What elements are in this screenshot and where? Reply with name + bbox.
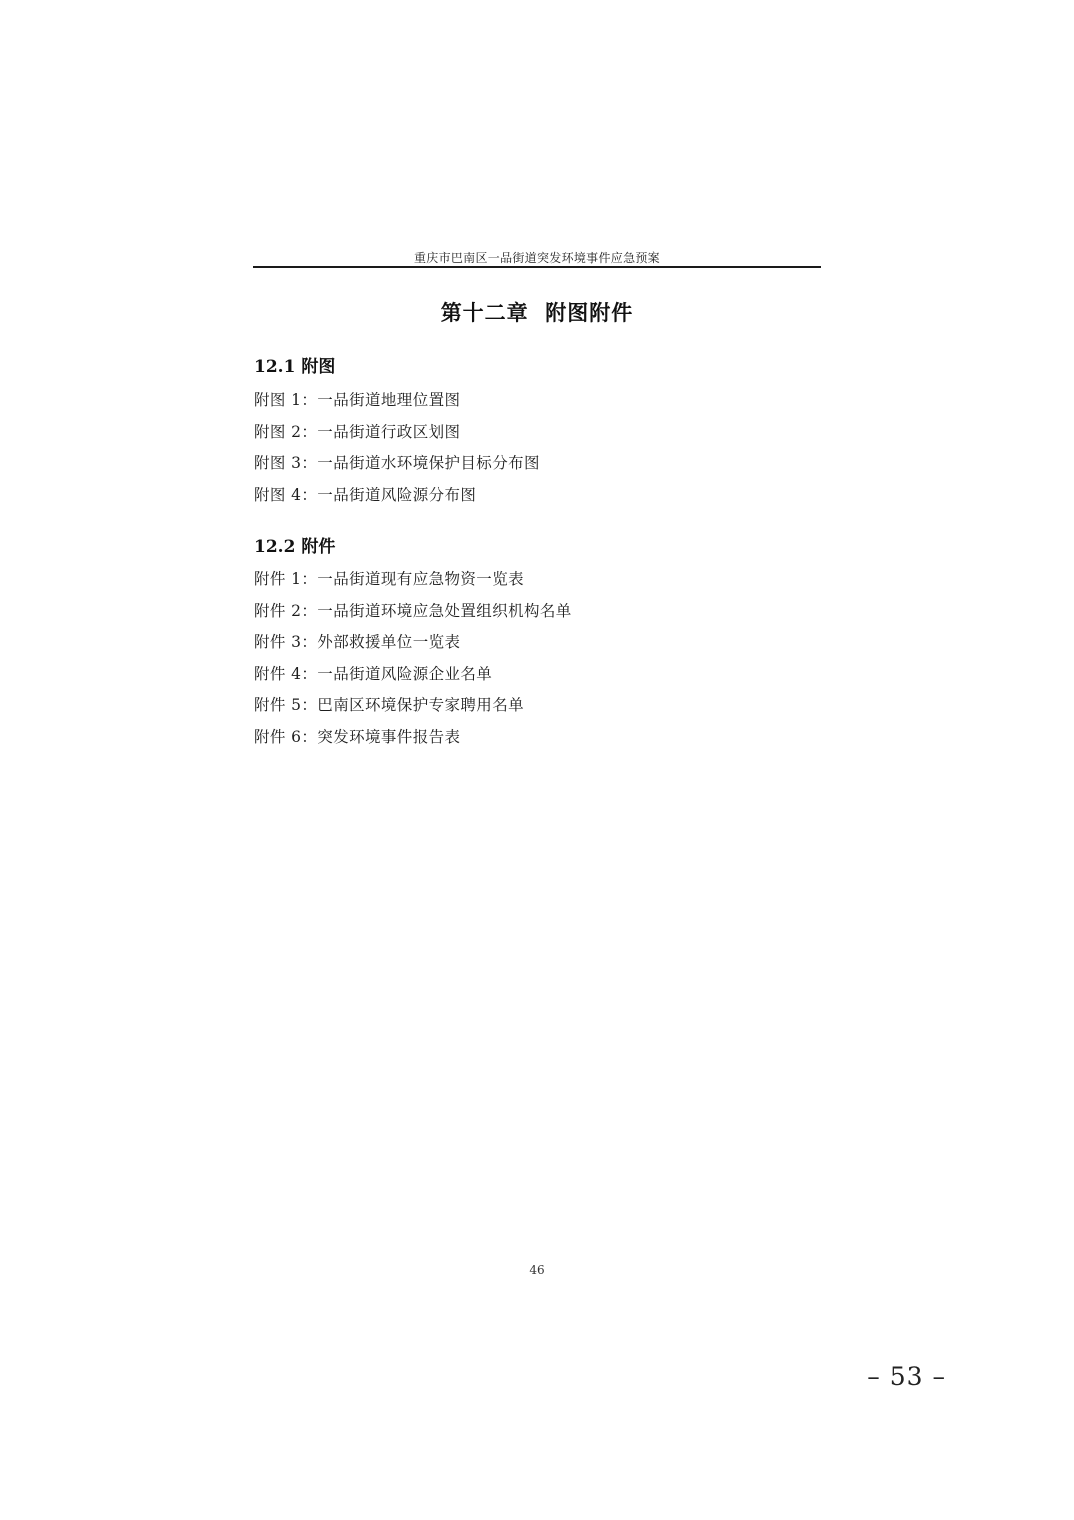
figure-list	[254, 385, 540, 511]
list-item: 附件 1：一品街道现有应急物资一览表	[254, 570, 524, 588]
list-item: 附件 6：突发环境事件报告表	[254, 727, 461, 746]
list-item: 附件 3：外部救援单位一览表	[254, 633, 461, 652]
list-item: 附件 5：巴南区环境保护专家聘用名单	[254, 696, 524, 715]
list-item: 附图 1：一品街道地理位置图	[254, 391, 461, 409]
inner-page-number: 46	[529, 1263, 545, 1277]
list-item: 附图 3：一品街道水环境保护目标分布图	[254, 454, 540, 473]
list-item: 附图 2：一品街道行政区划图	[254, 422, 461, 441]
list-item: 附图 4：一品街道风险源分布图	[254, 485, 477, 504]
outer-page-number: – 53 –	[867, 1362, 946, 1391]
list-item: 附件 4：一品街道风险源企业名单	[254, 664, 493, 683]
attachment-list	[254, 564, 572, 754]
section-heading-figures: 12.1 附图	[254, 357, 336, 377]
header-rule	[253, 266, 821, 268]
chapter-title: 第十二章 附图附件	[440, 300, 634, 325]
running-header: 重庆市巴南区一品街道突发环境事件应急预案	[413, 251, 660, 265]
list-item: 附件 2：一品街道环境应急处置组织机构名单	[254, 601, 572, 620]
section-heading-attachments: 12.2 附件	[254, 537, 336, 557]
